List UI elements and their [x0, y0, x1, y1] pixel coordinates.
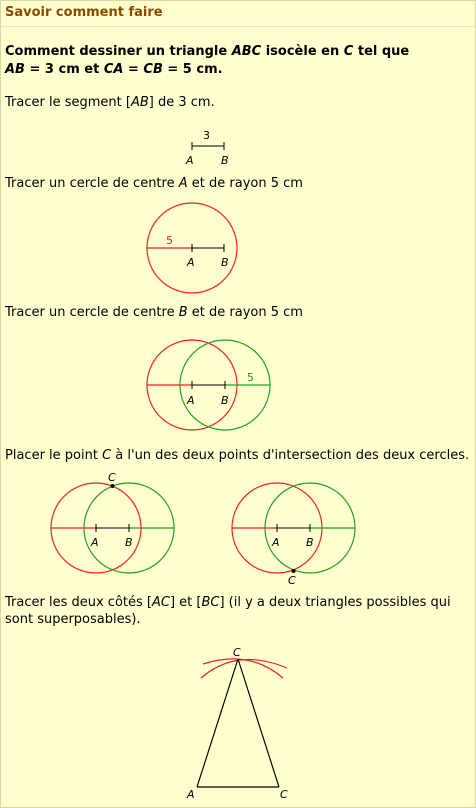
heading-text: C: [343, 44, 354, 59]
point-label-b: B: [221, 394, 229, 407]
step-2-text: [5, 175, 471, 192]
step-5-text: [5, 594, 471, 628]
point-label-c: C: [288, 574, 296, 587]
step-text: ] (il y a deux triangles possibles qui: [219, 595, 451, 610]
figure-point-c-bottom: [226, 467, 366, 587]
step-text: à l'un des deux points d'intersection des deux cercles.: [111, 448, 470, 463]
heading-text: = 3 cm et: [24, 62, 104, 77]
step-text: Tracer les deux côtés [: [5, 595, 152, 610]
point-label-b: B: [221, 154, 229, 167]
point-label-b: B: [221, 256, 229, 269]
segment-length-label: 3: [203, 129, 210, 142]
point-label-c: C: [108, 471, 116, 484]
heading-text: tel que: [353, 44, 410, 59]
heading-text: = 5 cm.: [162, 62, 223, 77]
problem-statement: [5, 43, 471, 79]
point-label-a: A: [187, 788, 195, 801]
point-label-c: C: [280, 788, 288, 801]
step-4-text: [5, 447, 471, 464]
figure-point-c-top: [45, 467, 185, 583]
point-label-c: C: [233, 646, 241, 659]
header-bar: [1, 1, 475, 26]
step-text: B: [178, 305, 188, 320]
step-text: ] et [: [169, 595, 202, 610]
step-text: Tracer un cercle de centre: [5, 176, 179, 191]
step-text: A: [178, 176, 188, 191]
step-text: et de rayon 5 cm: [187, 176, 303, 191]
step-3-text: [5, 304, 471, 321]
point-label-a: A: [187, 256, 195, 269]
step-text: Placer le point: [5, 448, 103, 463]
figure-two-circles: [141, 337, 281, 437]
point-label-a: A: [186, 154, 194, 167]
step-text: AB: [130, 95, 149, 110]
heading-text: CA: [103, 62, 124, 77]
page-title: Savoir comment faire: [5, 5, 163, 20]
point-label-a: A: [272, 536, 280, 549]
heading-text: ABC: [231, 44, 262, 59]
heading-text: isocèle en: [261, 44, 344, 59]
point-label-b: B: [306, 536, 314, 549]
step-1-text: [5, 94, 471, 111]
step-text: sont superposables).: [5, 612, 141, 627]
step-text: AC: [151, 595, 170, 610]
step-text: Tracer un cercle de centre: [5, 305, 179, 320]
step-text: C: [102, 448, 112, 463]
step-text: et de rayon 5 cm: [187, 305, 303, 320]
radius-label: 5: [247, 371, 254, 384]
figure-segment: [171, 126, 251, 170]
heading-text: Comment dessiner un triangle: [5, 44, 232, 59]
step-text: ] de 3 cm.: [148, 95, 215, 110]
heading-text: CB: [143, 62, 163, 77]
header-divider: [1, 26, 475, 27]
radius-label: 5: [166, 234, 173, 247]
heading-text: =: [123, 62, 144, 77]
point-label-a: A: [187, 394, 195, 407]
figure-triangle: [181, 641, 301, 803]
heading-text: AB: [5, 62, 25, 77]
figure-circle-a: [141, 201, 251, 297]
point-label-a: A: [91, 536, 99, 549]
step-text: Tracer le segment [: [5, 95, 131, 110]
point-label-b: B: [125, 536, 133, 549]
step-text: BC: [201, 595, 220, 610]
